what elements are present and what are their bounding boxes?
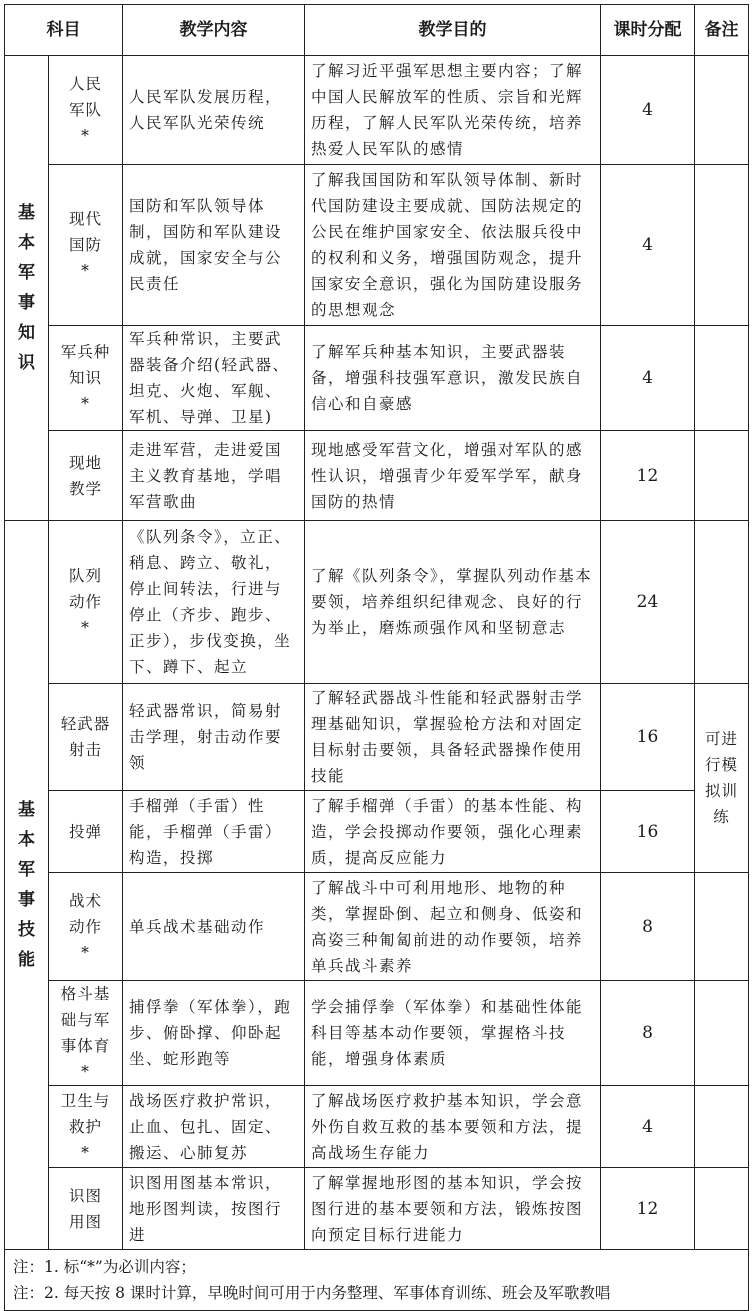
- goal-cell: 了解轻武器战斗性能和轻武器射击学理基础知识，掌握验枪方法和对固定目标射击要领，具备轻武器操作使用技能: [305, 684, 601, 791]
- subject-cell: 现地 教学: [49, 431, 123, 521]
- header-subject: 科目: [5, 5, 123, 56]
- remark-cell: [695, 326, 749, 431]
- hours-cell: 8: [601, 981, 695, 1086]
- goal-cell: 了解《队列条令》，掌握队列动作基本要领，培养组织纪律观念、良好的行为举止，磨炼顽强作风和坚韧意志: [305, 521, 601, 684]
- table-row: [5, 791, 749, 873]
- goal-cell: 了解我国国防和军队领导体制、新时代国防建设主要成就、国防法规定的公民在维护国家安全、依法服兵役中的权利和义务，增强国防观念，提升国家安全意识，强化为国防建设服务的思想观念: [305, 165, 601, 326]
- goal-cell: 了解手榴弹（手雷）的基本性能、构造，学会投掷动作要领，强化心理素质，提高反应能力: [305, 791, 601, 873]
- hours-cell: 4: [601, 1086, 695, 1168]
- remark-cell: [695, 1086, 749, 1168]
- table-row: [5, 1086, 749, 1168]
- content-cell: 军兵种常识，主要武器装备介绍(轻武器、坦克、火炮、军舰、军机、导弹、卫星): [123, 326, 305, 431]
- header-content: 教学内容: [123, 5, 305, 56]
- subject-cell: 识图 用图: [49, 1168, 123, 1250]
- content-cell: 走进军营，走进爱国主义教育基地，学唱军营歌曲: [123, 431, 305, 521]
- remark-cell: [695, 56, 749, 165]
- category-cell: 基 本 军 事 知 识: [5, 56, 49, 521]
- content-cell: 捕俘拳（军体拳），跑步、俯卧撑、仰卧起坐、蛇形跑等: [123, 981, 305, 1086]
- content-cell: 单兵战术基础动作: [123, 873, 305, 981]
- subject-cell: 军兵种 知识 *: [49, 326, 123, 431]
- remark-cell: [695, 431, 749, 521]
- note-1: 注：1. 标“*”为必训内容；: [13, 1258, 196, 1276]
- subject-cell: 战术 动作 *: [49, 873, 123, 981]
- remark-cell: [695, 981, 749, 1086]
- goal-cell: 了解战场医疗救护基本知识，学会意外伤自救互救的基本要领和方法，提高战场生存能力: [305, 1086, 601, 1168]
- notes-row: [5, 1250, 749, 1311]
- subject-cell: 投弹: [49, 791, 123, 873]
- note-2: 注：2. 每天按 8 课时计算，早晚时间可用于内务整理、军事体育训练、班会及军歌教唱: [13, 1284, 611, 1302]
- goal-cell: 学会捕俘拳（军体拳）和基础性体能科目等基本动作要领，掌握格斗技能，增强身体素质: [305, 981, 601, 1086]
- table-row: [5, 326, 749, 431]
- subject-cell: 格斗基 础与军 事体育 *: [49, 981, 123, 1086]
- remark-cell: 可进 行模 拟训 练: [695, 684, 749, 873]
- table-row: [5, 521, 749, 684]
- hours-cell: 4: [601, 56, 695, 165]
- content-cell: 轻武器常识，简易射击学理，射击动作要领: [123, 684, 305, 791]
- remark-cell: [695, 165, 749, 326]
- goal-cell: 了解战斗中可利用地形、地物的种类，掌握卧倒、起立和侧身、低姿和高姿三种匍匐前进的动作要领，培养单兵战斗素养: [305, 873, 601, 981]
- hours-cell: 24: [601, 521, 695, 684]
- remark-cell: [695, 873, 749, 981]
- table-row: [5, 1168, 749, 1250]
- goal-cell: 了解习近平强军思想主要内容；了解中国人民解放军的性质、宗旨和光辉历程，了解人民军队光荣传统，培养热爱人民军队的感情: [305, 56, 601, 165]
- header-goal: 教学目的: [305, 5, 601, 56]
- content-cell: 战场医疗救护常识，止血、包扎、固定、搬运、心肺复苏: [123, 1086, 305, 1168]
- table-row: [5, 684, 749, 791]
- header-remark: 备注: [695, 5, 749, 56]
- hours-cell: 16: [601, 791, 695, 873]
- remark-cell: [695, 521, 749, 684]
- table-row: [5, 56, 749, 165]
- training-schedule-table: [4, 4, 749, 1311]
- category-cell: 基 本 军 事 技 能: [5, 521, 49, 1250]
- remark-cell: [695, 1168, 749, 1250]
- table-body: [5, 56, 749, 1250]
- subject-cell: 人民 军队 *: [49, 56, 123, 165]
- table-row: [5, 165, 749, 326]
- content-cell: 人民军队发展历程， 人民军队光荣传统: [123, 56, 305, 165]
- header-hours: 课时分配: [601, 5, 695, 56]
- goal-cell: 现地感受军营文化，增强对军队的感性认识，增强青少年爱军学军，献身国防的热情: [305, 431, 601, 521]
- hours-cell: 8: [601, 873, 695, 981]
- subject-cell: 轻武器 射击: [49, 684, 123, 791]
- subject-cell: 现代 国防 *: [49, 165, 123, 326]
- hours-cell: 12: [601, 431, 695, 521]
- subject-cell: 卫生与 救护 *: [49, 1086, 123, 1168]
- notes-cell: [5, 1250, 749, 1311]
- content-cell: 《队列条令》，立正、稍息、跨立、敬礼，停止间转法，行进与停止（齐步、跑步、正步），步伐变换，坐下、蹲下、起立: [123, 521, 305, 684]
- table-row: [5, 431, 749, 521]
- table-row: [5, 981, 749, 1086]
- content-cell: 识图用图基本常识，地形图判读，按图行进: [123, 1168, 305, 1250]
- hours-cell: 4: [601, 165, 695, 326]
- header-row: [5, 5, 749, 56]
- content-cell: 手榴弹（手雷）性能，手榴弹（手雷）构造，投掷: [123, 791, 305, 873]
- hours-cell: 4: [601, 326, 695, 431]
- subject-cell: 队列 动作 *: [49, 521, 123, 684]
- table-row: [5, 873, 749, 981]
- hours-cell: 16: [601, 684, 695, 791]
- goal-cell: 了解军兵种基本知识，主要武器装备，增强科技强军意识，激发民族自信心和自豪感: [305, 326, 601, 431]
- goal-cell: 了解掌握地形图的基本知识，学会按图行进的基本要领和方法，锻炼按图向预定目标行进能力: [305, 1168, 601, 1250]
- content-cell: 国防和军队领导体制，国防和军队建设成就，国家安全与公民责任: [123, 165, 305, 326]
- hours-cell: 12: [601, 1168, 695, 1250]
